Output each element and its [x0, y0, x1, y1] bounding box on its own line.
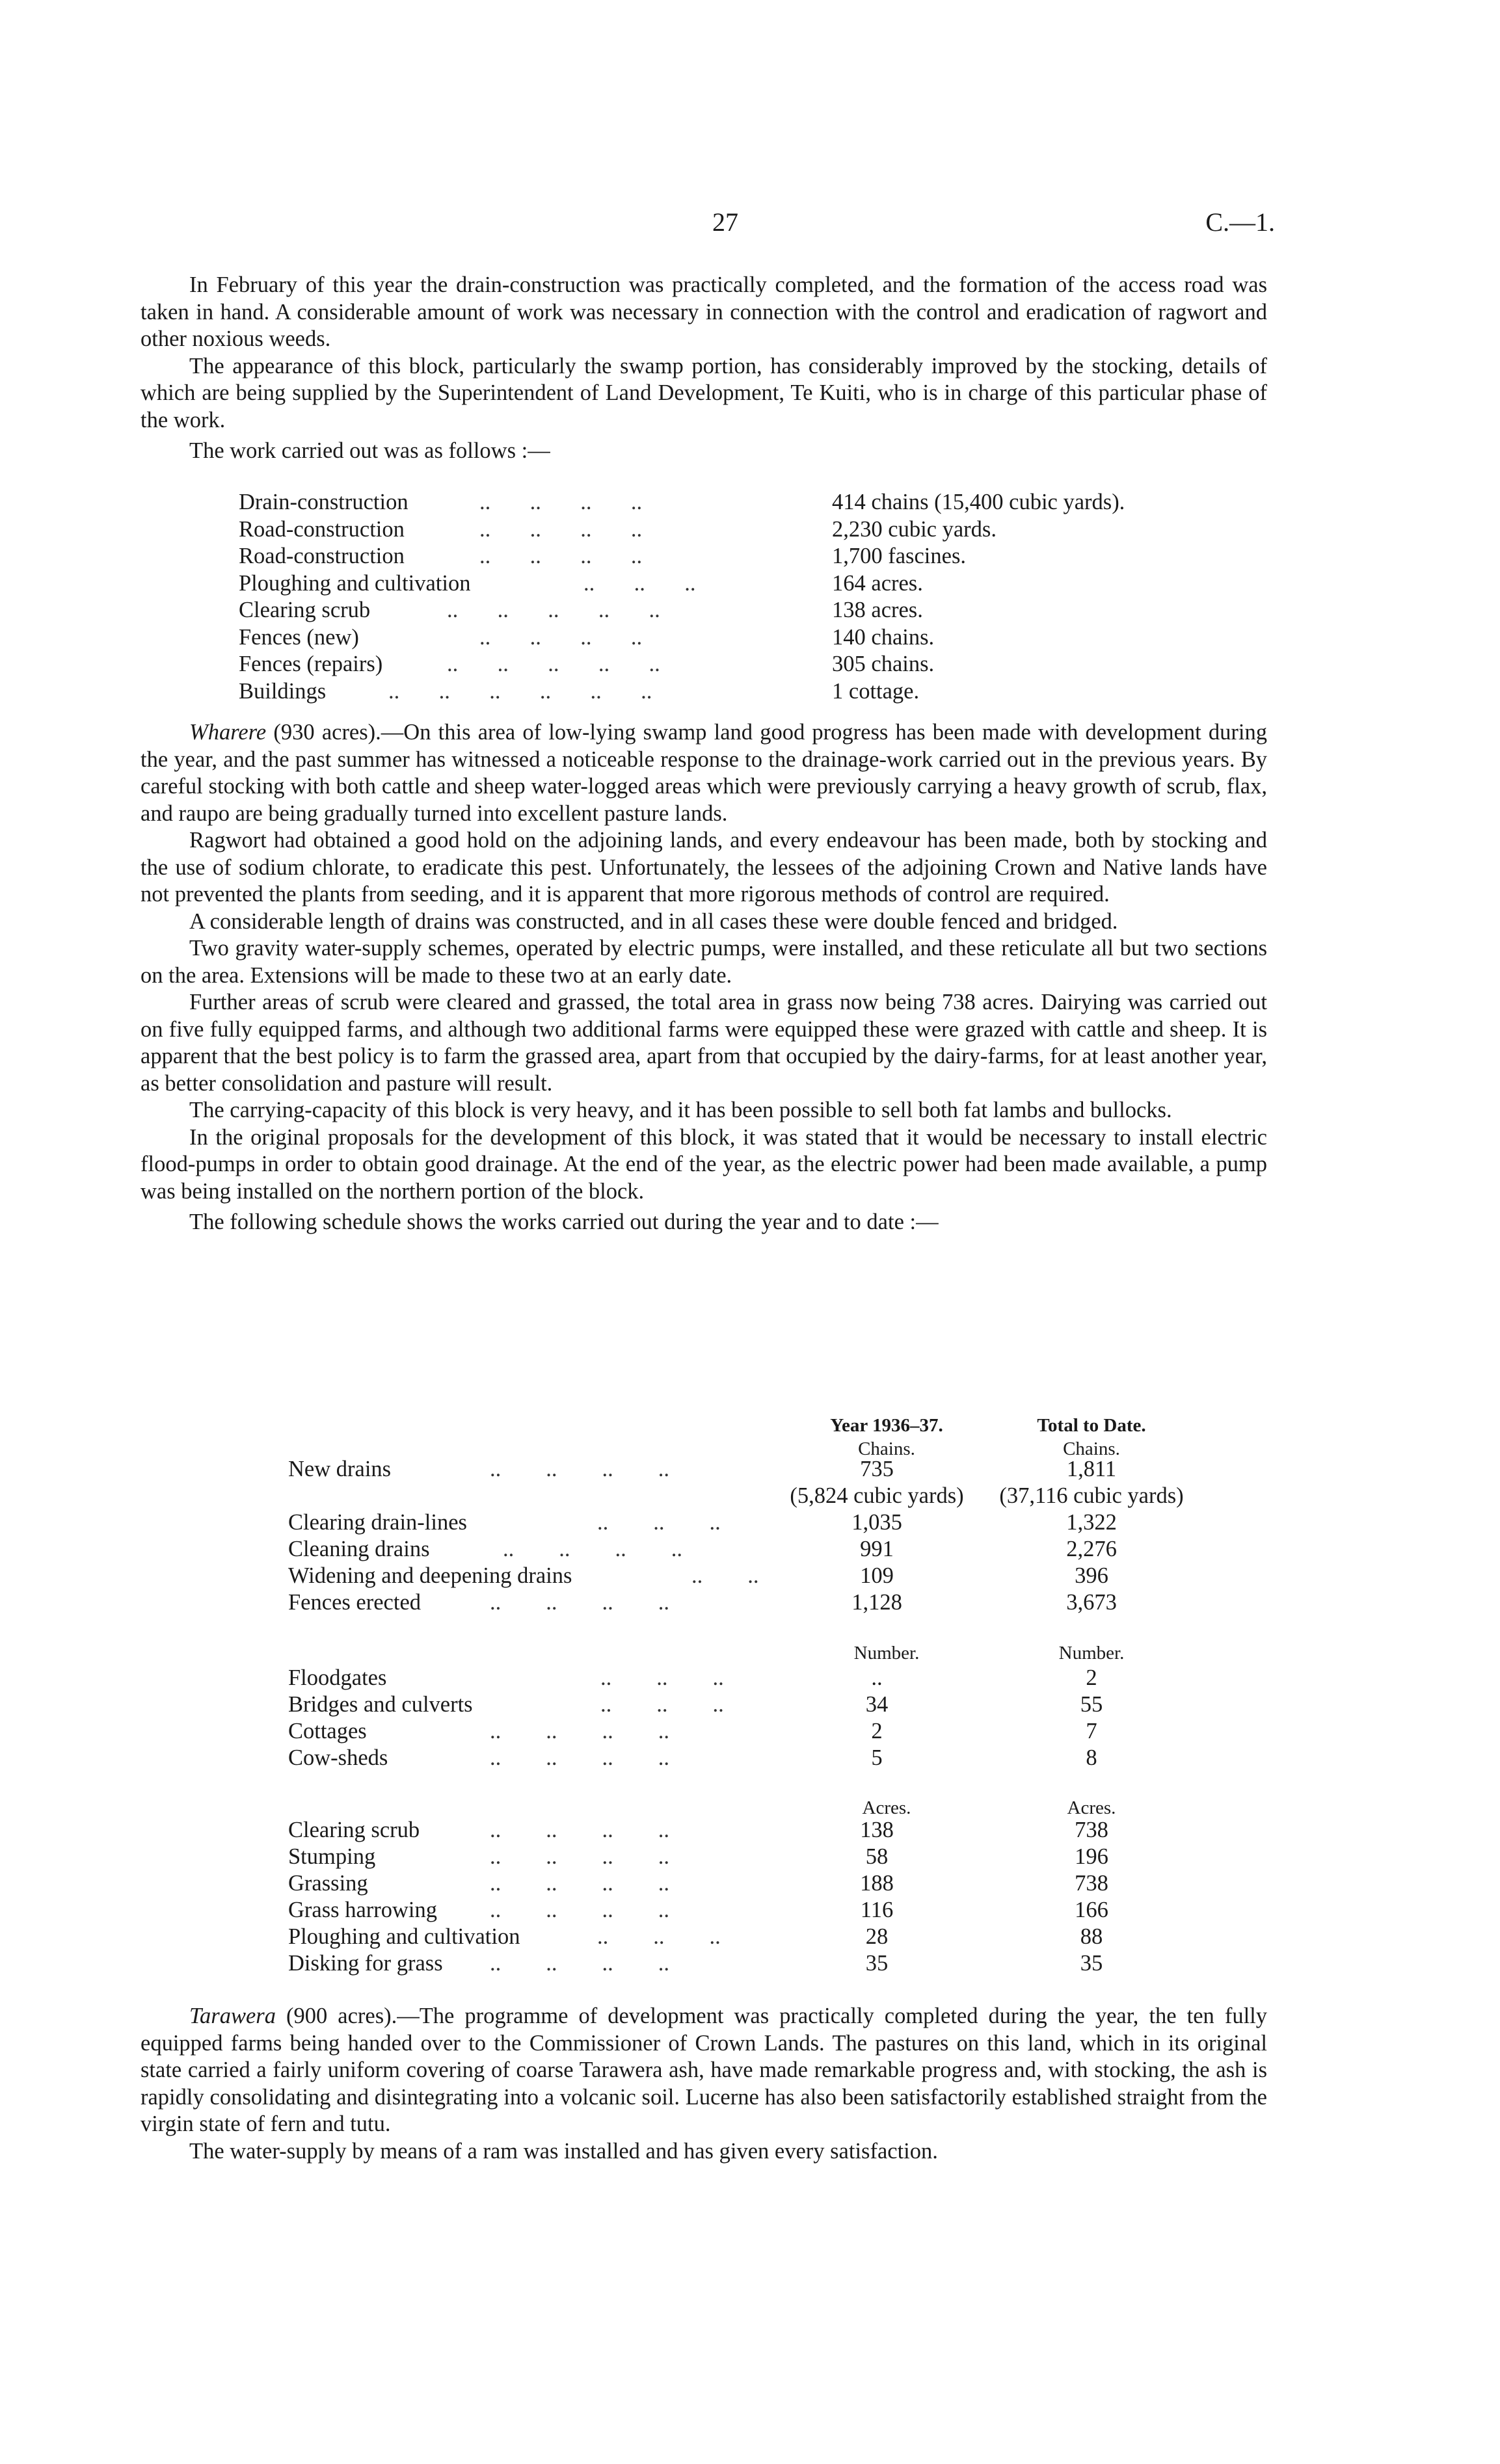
paragraph: The water-supply by means of a ram was installed and has given every satisfaction. — [189, 2138, 938, 2164]
paragraph: Two gravity water-supply schemes, operated by electric pumps, were installed, and these reticulate all but two sections on the area. Extensions will be made to these two at an early date. — [141, 936, 1267, 988]
table-row: Grass harrowing .. .. .. .. 116 166 — [288, 1898, 1108, 1922]
column-header: Year 1936–37. — [830, 1415, 943, 1436]
table-row: Floodgates .. .. .. .. 2 — [288, 1665, 1097, 1690]
paragraph: The carrying-capacity of this block is very heavy, and it has been possible to sell both fat lambs and bullocks. — [189, 1098, 1172, 1122]
paragraph: The work carried out was as follows :— — [189, 438, 550, 463]
intro-section — [141, 272, 1267, 465]
paragraph: In the original proposals for the development of this block, it was stated that it would be necessary to install electric flood-pumps in order to obtain good drainage. At the end of the year, as the electric power had been made available, a pump was being installed on the northern portion of the block. — [141, 1124, 1267, 1204]
table-row: Fences erected .. .. .. .. 1,128 3,673 — [288, 1590, 1117, 1615]
table-row: (5,824 cubic yards) (37,116 cubic yards) — [790, 1483, 1184, 1508]
wharere-section — [141, 719, 1267, 1236]
paragraph: Tarawera (900 acres).—The programme of development was practically completed during the year, the ten fully equipped farms being handed over to the Commissioner of Crown Lands. The pastures on this land, which in its original state carried a fairly uniform covering of coarse Tarawera ash, have made remarkable progress and, with stocking, the ash is rapidly consolidating and disintegrating into a volcanic soil. Lucerne has also been satisfactorily established straight from the virgin state of fern and tutu. — [141, 2004, 1267, 2136]
paragraph: A considerable length of drains was constructed, and in all cases these were double fenced and bridged. — [189, 908, 1118, 934]
section-heading: Wharere — [189, 720, 267, 745]
table-row: Bridges and culverts .. .. .. 34 55 — [288, 1692, 1103, 1717]
table-row: New drains .. .. .. .. 735 1,811 — [288, 1457, 1117, 1481]
document-page: 27 C.—1. In February of this year the drain-construction was practically completed, and the formation of the access road was taken in hand. A considerable amount of work was necessary in connection with the control and eradication of ragwort and other noxious weeds. The appearance of this block, particularly the swamp portion, has considerably improved by the stocking, details of which are being supplied by the Superintendent of Land Development, Te Kuiti, who is in charge of this particular phase of the work. The work carried out was as follows :— Drain-construction .. .. .. .. 414 chains (15,400 cubic yards). Road-construction .. .. .. .. 2,230 cubic yards. Road-construction .. .. .. .. 1,700 fascines. Ploughing and cultivation .. .. .. 164 acres. Clearing scrub .. .. .. .. .. 138 acres. Fences (new) .. .. .. .. 140 chains. Fences (repairs) .. .. .. .. .. 305 chains. Buildings .. .. .. .. .. .. 1 cottage. Wharere (930 acres).—On this area of low-lying swamp land good progress has been made with development during the year, and the past summer has witnessed a noticeable response to the drainage-work carried out in the previous years. By careful stocking with both cattle and sheep water-logged areas which were previously carrying a heavy growth of scrub, flax, and raupo are being gradually turned into excellent pasture lands. Ragwort had obtained a good hold on the adjoining lands, and every endeavour has been made, both by stocking and the use of sodium chlorate, to eradicate this pest. Unfortunately, the lessees of the adjoining Crown and Native lands have not prevented the plants from seeding, and it is apparent that more rigorous methods of control are required. A considerable length of drains was constructed, and in all cases these were double fenced and bridged. Two gravity water-supply schemes, operated by electric pumps, were installed, and these reticulate all but two sections on the area. Extensions will be made to these two at an early date. Further areas of scrub were cleared and grassed, the total area in grass now being 738 acres. Dairying was carried out on five fully equipped farms, and although two additional farms were equipped these were grazed with cattle and sheep. It is apparent that the best policy is to farm the grassed area, apart from that occupied by the dairy-farms, for at least another year, as better consolidation and pasture will result. The carrying-capacity of this block is very heavy, and it has been possible to sell both fat lambs and bullocks. In the original proposals for the development of this block, it was stated that it would be necessary to install electric flood-pumps in order to obtain good drainage. At the end of the year, as the electric power had been made available, a pump was being installed on the northern portion of the block. The following schedule shows the works carried out during the year and to date :— Year 1936–37. Total to Date. Chains. Chains. New drains .. .. .. .. 735 1,811 (5,824 cubic yards) (37,116 cubic yards) Clearing drain-lines .. .. .. 1,035 1,322 Cleaning drains .. .. .. .. 991 2,276 Widening and deepening drains .. .. 109 396 Fences erected .. .. .. .. 1,128 3,673 Number. Number. Floodgates .. .. .. .. 2 Bridges and culverts .. .. .. 34 55 Cottages .. .. .. .. 2 7 Cow-sheds .. .. .. .. 5 8 Acres. Acres. Clearing scrub .. .. .. .. 138 738 Stumping .. .. .. .. 58 196 Grassing .. .. .. .. 188 738 Grass harrowing .. .. .. .. 116 166 Ploughing and cultivation .. .. .. 28 88 Disking for grass .. .. .. .. 35 35 Tarawera (900 acres).—The programme of development was practically completed during the year, the ten fully equipped farms being handed over to the Commissioner of Crown Lands. The pastures on this land, which in its original state carried a fairly uniform covering of coarse Tarawera ash, have made remarkable progress and, with stocking, the ash is rapidly consolidating and disintegrating into a volcanic soil. Lucerne has also been satisfactorily established straight from the virgin state of fern and tutu. The water-supply by means of a ram was installed and has given every satisfaction. — [0, 0, 1500, 2464]
table-row: Stumping .. .. .. .. 58 196 — [288, 1844, 1108, 1869]
table-row: Clearing scrub .. .. .. .. 138 738 — [288, 1818, 1108, 1842]
document-code: C.—1. — [1205, 207, 1275, 237]
unit-label: Chains. — [858, 1438, 915, 1459]
unit-label: Number. — [1058, 1643, 1125, 1663]
unit-label: Number. — [853, 1643, 920, 1663]
table-row: Cleaning drains .. .. .. .. 991 2,276 — [288, 1537, 1117, 1561]
table-row: Grassing .. .. .. .. 188 738 — [288, 1871, 1108, 1896]
unit-label: Acres. — [1067, 1797, 1116, 1818]
paragraph: The appearance of this block, particularly the swamp portion, has considerably improved by the stocking, details of which are being supplied by the Superintendent of Land Development, Te Kuiti, who is in charge of this particular phase of the work. — [141, 353, 1267, 432]
paragraph: Further areas of scrub were cleared and grassed, the total area in grass now being 738 acres. Dairying was carried out on five fully equipped farms, and although two additional farms were equipped these were grazed with cattle and sheep. It is apparent that the best policy is to farm the grassed area, apart from that occupied by the dairy-farms, for at least another year, as better consolidation and pasture will result. — [141, 990, 1267, 1096]
unit-label: Acres. — [862, 1797, 911, 1818]
table-row: Widening and deepening drains .. .. 109 396 — [288, 1563, 1108, 1588]
paragraph: Wharere (930 acres).—On this area of low-lying swamp land good progress has been made with development during the year, and the past summer has witnessed a noticeable response to the drainage-work carried out in the previous years. By careful stocking with both cattle and sheep water-logged areas which were previously carrying a heavy growth of scrub, flax, and raupo are being gradually turned into excellent pasture lands. — [141, 720, 1267, 826]
column-header: Total to Date. — [1037, 1415, 1146, 1436]
section-heading: Tarawera — [189, 2004, 276, 2028]
tarawera-section — [141, 2003, 1267, 2165]
table-row: Cow-sheds .. .. .. .. 5 8 — [288, 1745, 1097, 1770]
table-row: Ploughing and cultivation .. .. .. 28 88 — [288, 1924, 1103, 1949]
paragraph: In February of this year the drain-construction was practically completed, and the formation of the access road was taken in hand. A considerable amount of work was necessary in connection with the control and eradication of ragwort and other noxious weeds. — [141, 272, 1267, 351]
page-number: 27 — [712, 207, 738, 237]
paragraph: Ragwort had obtained a good hold on the adjoining lands, and every endeavour has been made, both by stocking and the use of sodium chlorate, to eradicate this pest. Unfortunately, the lessees of the adjoining Crown and Native lands have not prevented the plants from seeding, and it is apparent that more rigorous methods of control are required. — [141, 828, 1267, 907]
unit-label: Chains. — [1063, 1438, 1120, 1459]
table-row: Cottages .. .. .. .. 2 7 — [288, 1719, 1097, 1743]
paragraph: The following schedule shows the works carried out during the year and to date :— — [189, 1210, 939, 1234]
table-row: Disking for grass .. .. .. .. 35 35 — [288, 1951, 1103, 1976]
table-row: Clearing drain-lines .. .. .. 1,035 1,322 — [288, 1510, 1117, 1535]
